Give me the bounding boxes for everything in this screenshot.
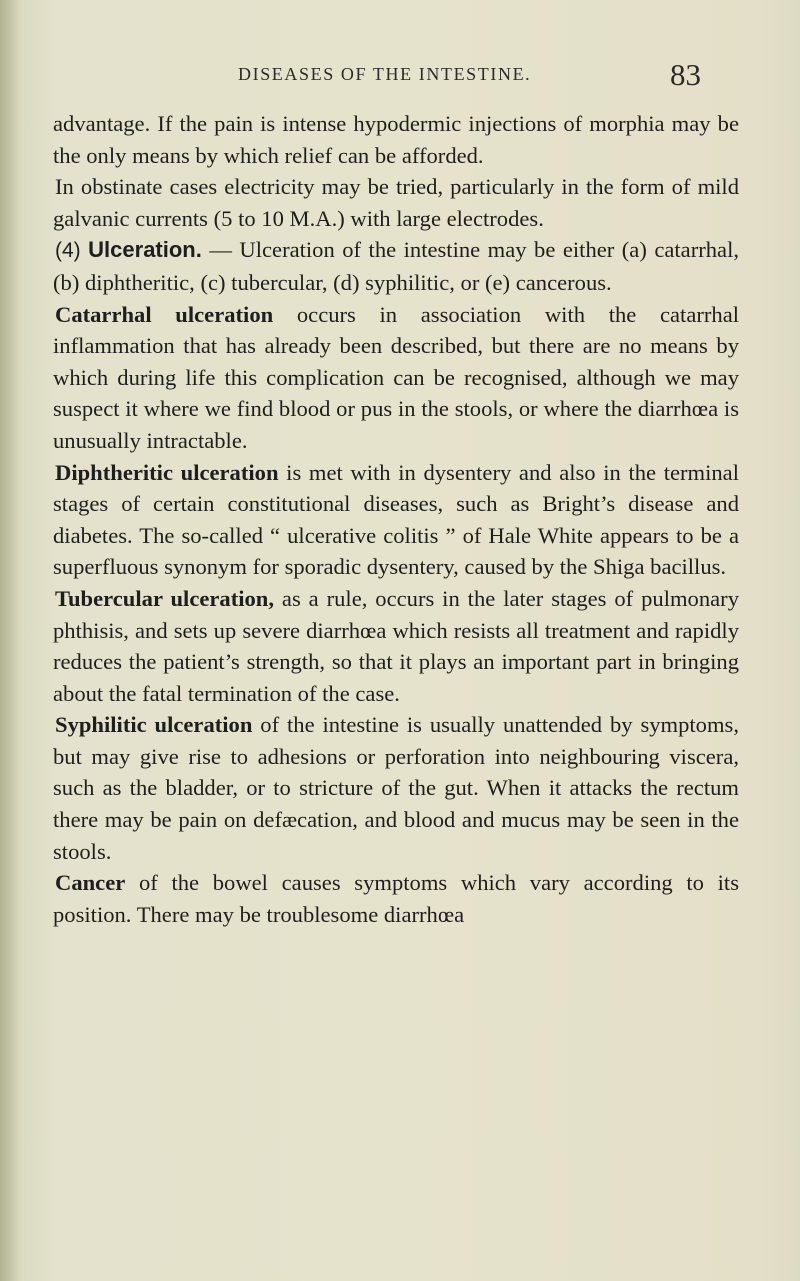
paragraph-4-text: occurs in association with the catarrhal inflammation that has already been described, but there are no means by which during life this complication can be recognised, although we may suspect it where we find blood or pus in the stools, or where the diarrhœa is unusually intractable. <box>53 301 739 453</box>
paragraph-catarrhal <box>53 299 739 457</box>
paragraph-syphilitic <box>53 709 739 867</box>
paragraph-ulceration <box>53 234 739 298</box>
section-heading: Ulceration. <box>88 237 202 263</box>
lead-term-tubercular: Tubercular ulceration, <box>55 585 275 611</box>
paragraph-cancer <box>53 867 739 930</box>
page-number: 83 <box>670 57 701 92</box>
paragraph-tubercular <box>53 583 739 709</box>
body-text <box>53 108 739 930</box>
lead-term-diphtheritic: Diphtheritic ulceration <box>55 459 279 485</box>
paragraph-1: advantage. If the pain is intense hypodermic injections of morphia may be the only means by which relief can be afforded. <box>53 111 739 168</box>
paragraph-2: In obstinate cases electricity may be tried, particularly in the form of mild galvanic currents (5 to 10 M.A.) with large electrodes. <box>53 174 739 231</box>
section-number: (4) <box>55 239 81 263</box>
page-header <box>0 58 800 98</box>
paragraph-5-text: is met with in dysentery and also in the terminal stages of certain constitutional diseases, such as Bright’s disease and diabetes. The so-called “ ulcerative colitis ” of Hale White appears to be a superfluous synonym for sporadic dysentery, caused by the Shiga bacillus. <box>53 459 739 580</box>
running-title: DISEASES OF THE INTESTINE. <box>238 64 532 84</box>
lead-term-syphilitic: Syphilitic ulceration <box>55 712 253 738</box>
paragraph-3-text: — Ulceration of the intestine may be either (a) catarrhal, (b) diphtheritic, (c) tubercular, (d) syphilitic, or (e) cancerous. <box>53 237 739 295</box>
paragraph-8-text: of the bowel causes symptoms which vary according to its position. There may be troublesome diarrhœa <box>53 870 739 927</box>
spine-shadow <box>0 0 20 1281</box>
paragraph-6-text: as a rule, occurs in the later stages of pulmonary phthisis, and sets up severe diarrhœa which resists all treatment and rapidly reduces the patient’s strength, so that it plays an important part in bringing about the fatal termination of the case. <box>53 585 739 706</box>
paragraph-7-text: of the intestine is usually unattended by symptoms, but may give rise to adhesions or perforation into neighbouring viscera, such as the bladder, or to stricture of the gut. When it attacks the rectum there may be pain on defæcation, and blood and mucus may be seen in the stools. <box>53 712 739 864</box>
lead-term-cancer: Cancer <box>55 870 126 896</box>
lead-term-catarrhal: Catarrhal ulceration <box>55 301 274 327</box>
paragraph-diphtheritic <box>53 457 739 583</box>
